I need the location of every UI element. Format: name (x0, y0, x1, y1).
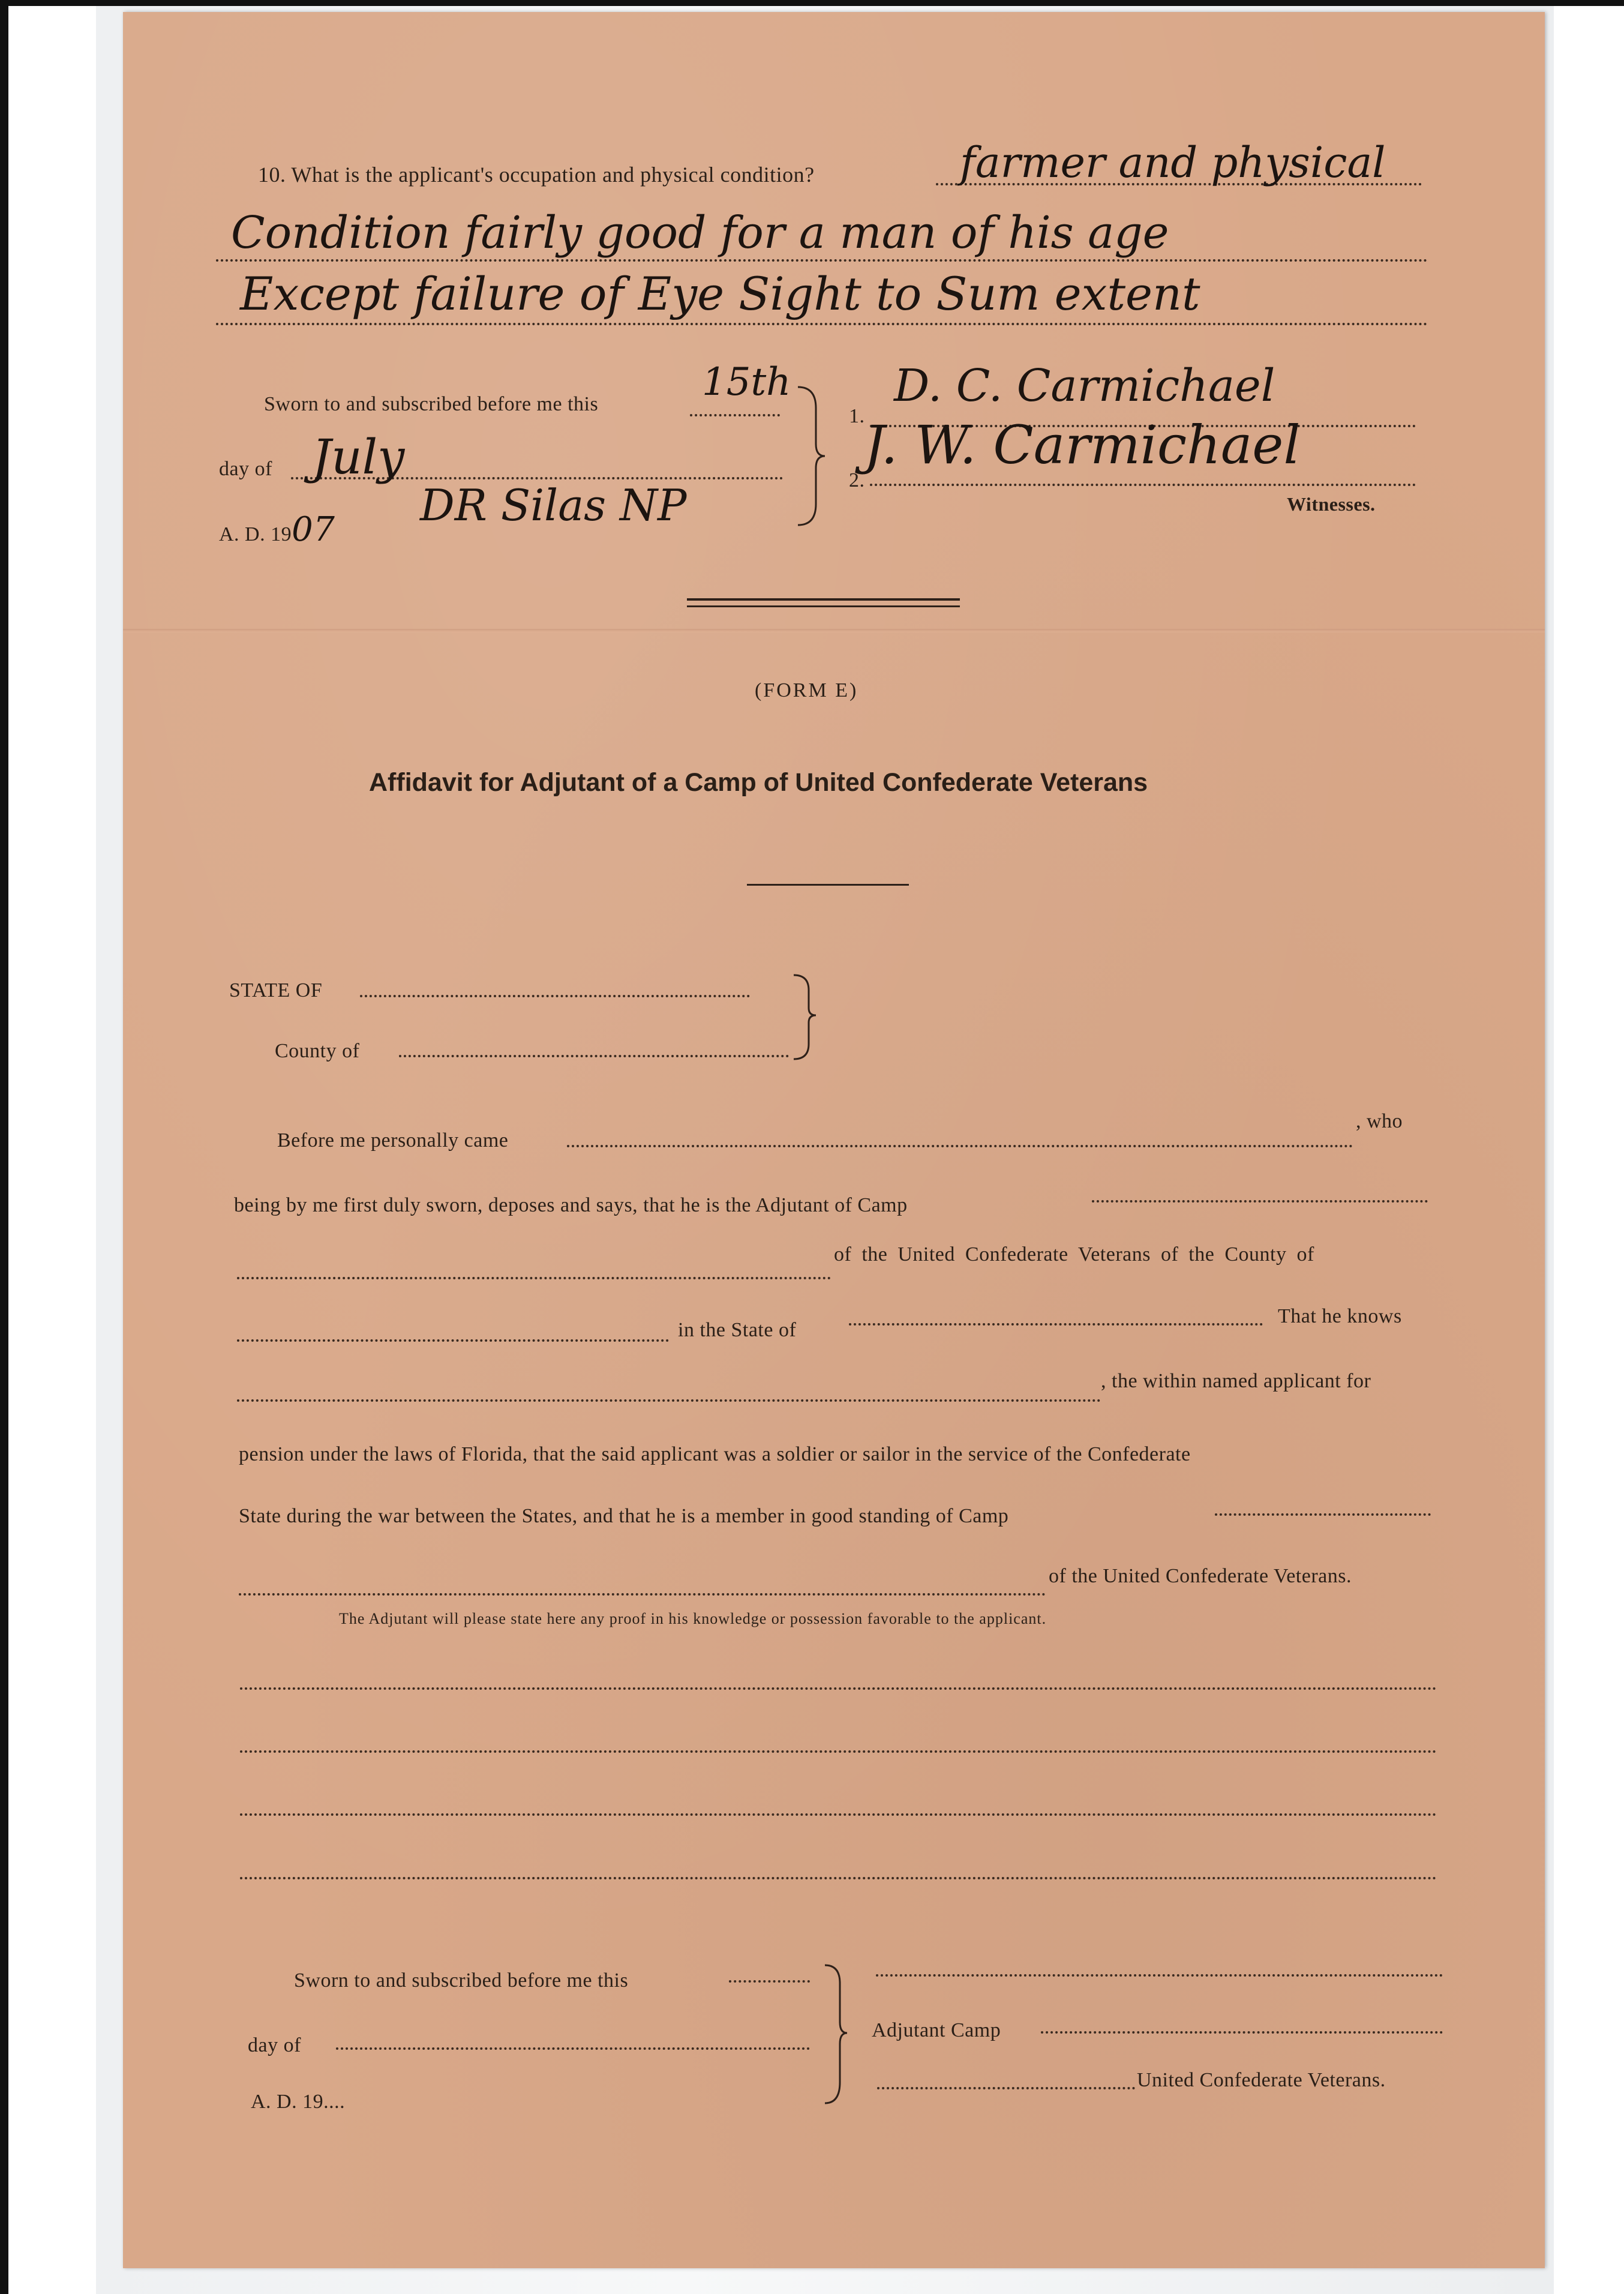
member-camp-dotline (1215, 1513, 1431, 1516)
county-name-dotline (237, 1339, 669, 1342)
oath1-ad-label (219, 510, 335, 549)
venue-brace (791, 972, 821, 1062)
q10-answer-line2: Condition fairly good for a man of his age (231, 207, 1169, 259)
form-label: (FORM E) (755, 679, 858, 701)
q10-label: 10. What is the applicant's occupation and physical condition? (258, 163, 815, 187)
witness2-num: 2. (849, 469, 865, 491)
oath1-ad-prefix: A. D. 19 (219, 523, 292, 545)
title-underline (747, 884, 909, 886)
oath2-ad-label: A. D. 19.... (251, 2091, 346, 2113)
proof-line-1 (240, 1687, 1437, 1690)
adjutant-note: The Adjutant will please state here any proof in his knowledge or possession favorable to the applicant. (339, 1610, 1047, 1627)
proof-line-2 (240, 1750, 1437, 1753)
oath1-brace (792, 384, 828, 528)
within-named-text: , the within named applicant for (1101, 1370, 1371, 1392)
q10-dotline-3 (216, 323, 1428, 325)
being-by-me-text: being by me first duly sworn, deposes and says, that he is the Adjutant of Camp (234, 1194, 908, 1216)
that-he-knows-label: That he knows (1278, 1305, 1402, 1327)
of-ucv-county-text: of the United Confederate Veterans of the County of (834, 1243, 1314, 1266)
page-fold (123, 629, 1545, 632)
q10-answer-line1: farmer and physical (960, 138, 1386, 187)
before-me-dotline (567, 1145, 1353, 1147)
pension-line: pension under the laws of Florida, that the said applicant was a soldier or sailor in the service of the Confederate (239, 1443, 1191, 1465)
oath2-sworn-dotline (729, 1980, 810, 1983)
oath2-signature-dotline (876, 1974, 1443, 1977)
oath2-day-label: day of (248, 2034, 301, 2056)
oath1-notary-signature: DR Silas NP (420, 480, 687, 530)
state-dotline (360, 995, 750, 997)
ucv-sign-dotline (877, 2087, 1135, 2089)
oath2-sworn-label: Sworn to and subscribed before me this (294, 1969, 629, 1992)
state-label: STATE OF (229, 979, 323, 1001)
proof-line-4 (240, 1877, 1437, 1879)
county-label: County of (275, 1040, 360, 1062)
form-title: Affidavit for Adjutant of a Camp of United Confederate Veterans (369, 768, 1148, 797)
double-rule-top (687, 598, 960, 601)
before-me-label: Before me personally came (277, 1129, 509, 1152)
member-camp-name-dotline (239, 1593, 1046, 1596)
adjutant-camp-sign-dotline (1041, 2031, 1443, 2034)
camp-name-dotline (237, 1277, 831, 1279)
of-ucv-text: of the United Confederate Veterans. (1049, 1565, 1352, 1587)
oath1-sworn-value: 15th (702, 360, 791, 404)
scan-frame-top (0, 0, 1624, 6)
oath1-sworn-label: Sworn to and subscribed before me this (264, 393, 599, 415)
witnesses-label: Witnesses. (1287, 493, 1376, 515)
adjutant-camp-dotline (1092, 1200, 1428, 1203)
q10-dotline-2 (216, 259, 1428, 262)
who-label: , who (1356, 1110, 1403, 1132)
scan-frame-left (0, 0, 8, 2294)
ucv-sign-label: United Confederate Veterans. (1137, 2069, 1386, 2091)
double-rule-bottom (687, 605, 960, 607)
oath2-brace (822, 1962, 852, 2106)
q10-answer-line3: Except failure of Eye Sight to Sum extent (240, 267, 1200, 320)
witness2-signature: J. W. Carmichael (864, 414, 1301, 476)
oath1-day-label: day of (219, 458, 272, 480)
oath1-sworn-dotline (690, 414, 780, 416)
witness1-signature: D. C. Carmichael (894, 360, 1275, 412)
oath2-day-dotline (336, 2047, 810, 2050)
oath1-ad-value: 07 (292, 510, 335, 549)
proof-line-3 (240, 1813, 1437, 1816)
witness1-num: 1. (849, 405, 865, 427)
state-during-line: State during the war between the States, and that he is a member in good standing of Camp (239, 1505, 1009, 1527)
in-state-of-label: in the State of (678, 1319, 797, 1341)
county-dotline (399, 1055, 789, 1057)
adjutant-camp-label: Adjutant Camp (872, 2019, 1001, 2041)
state-name-dotline (849, 1323, 1263, 1326)
oath1-day-value: July (312, 429, 405, 485)
applicant-name-dotline (237, 1399, 1101, 1402)
witness2-dotline (870, 484, 1416, 486)
